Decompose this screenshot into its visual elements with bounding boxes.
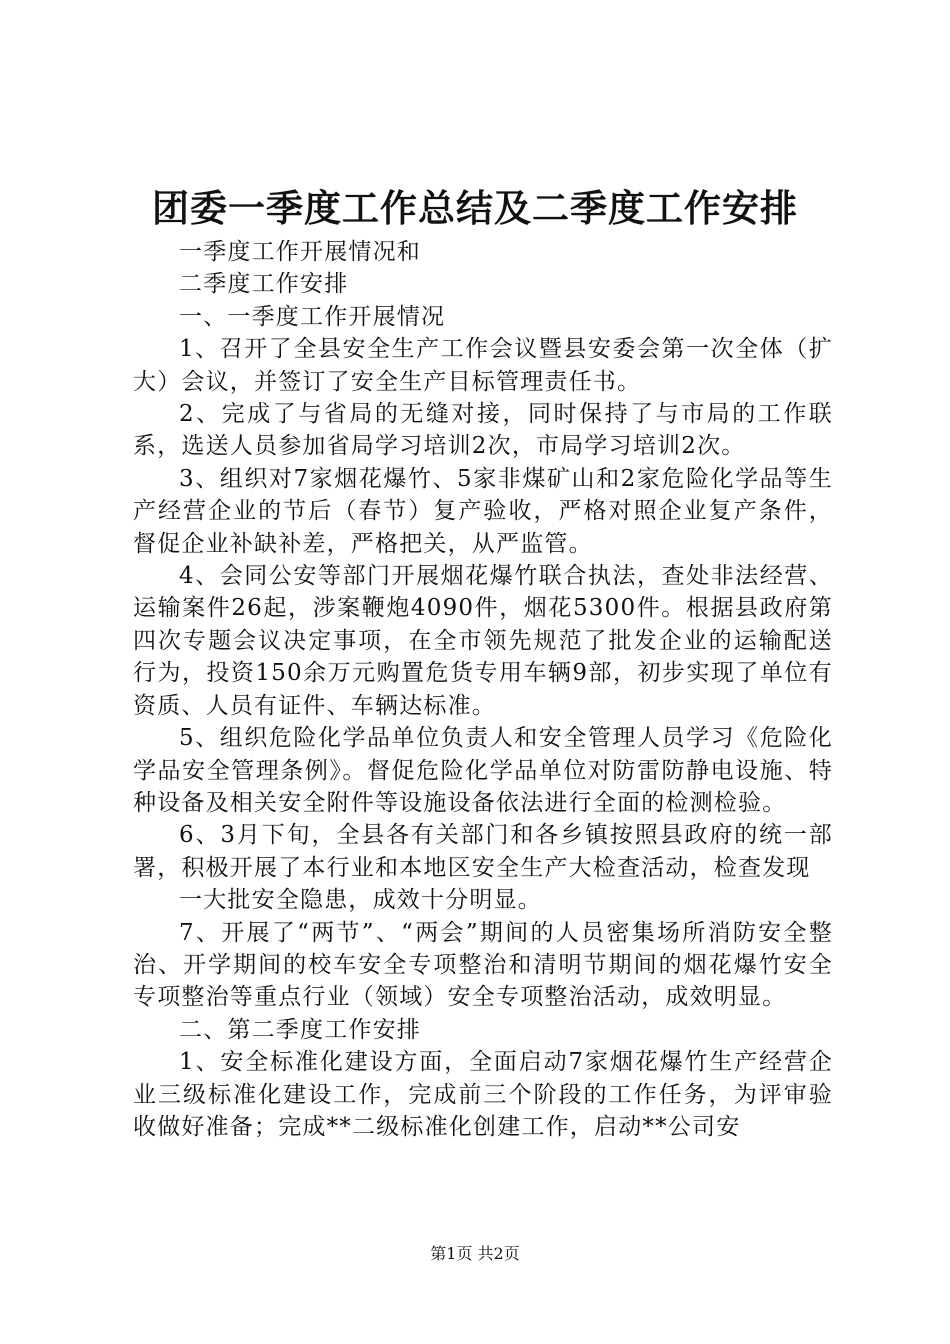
paragraph: 1、安全标准化建设方面，全面启动7家烟花爆竹生产经营企业三级标准化建设工作，完成前三个阶段的工作任务，为评审验收做好准备；完成**二级标准化创建工作，启动**公司安 xyxy=(133,1049,833,1140)
paragraph: 6、3月下旬，全县各有关部门和各乡镇按照县政府的统一部署，积极开展了本行业和本地区安全生产大检查活动，检查发现 xyxy=(133,822,833,881)
paragraph: 4、会同公安等部门开展烟花爆竹联合执法，查处非法经营、运输案件26起，涉案鞭炮4090件，烟花5300件。根据县政府第四次专题会议决定事项，在全市领先规范了批发企业的运输配送行为，投资150余万元购置危货专用车辆9部，初步实现了单位有资质、人员有证件、车辆达标准。 xyxy=(133,563,833,719)
paragraph: 二季度工作安排 xyxy=(179,271,349,298)
document-body xyxy=(133,236,833,1143)
paragraph: 3、组织对7家烟花爆竹、5家非煤矿山和2家危险化学品等生产经营企业的节后（春节）复产验收，严格对照企业复产条件，督促企业补缺补差，严格把关，从严监管。 xyxy=(133,465,833,557)
paragraph: 一大批安全隐患，成效十分明显。 xyxy=(179,887,542,914)
section-heading: 一、一季度工作开展情况 xyxy=(179,303,446,330)
document-title: 团委一季度工作总结及二季度工作安排 xyxy=(152,186,798,230)
section-heading: 二、第二季度工作安排 xyxy=(179,1016,421,1043)
paragraph: 1、召开了全县安全生产工作会议暨县安委会第一次全体（扩大）会议，并签订了安全生产目标管理责任书。 xyxy=(133,336,833,395)
page-number: 第1页 共2页 xyxy=(430,1244,520,1263)
paragraph: 一季度工作开展情况和 xyxy=(179,239,421,265)
paragraph: 7、开展了“两节”、“两会”期间的人员密集场所消防安全整治、开学期间的校车安全专项整治和清明节期间的烟花爆竹安全专项整治等重点行业（领域）安全专项整治活动，成效明显。 xyxy=(133,919,833,1011)
paragraph: 5、组织危险化学品单位负责人和安全管理人员学习《危险化学品安全管理条例》。督促危险化学品单位对防雷防静电设施、特种设备及相关安全附件等设施设备依法进行全面的检测检验。 xyxy=(133,725,833,816)
paragraph: 2、完成了与省局的无缝对接，同时保持了与市局的工作联系，选送人员参加省局学习培训2次，市局学习培训2次。 xyxy=(133,401,833,460)
